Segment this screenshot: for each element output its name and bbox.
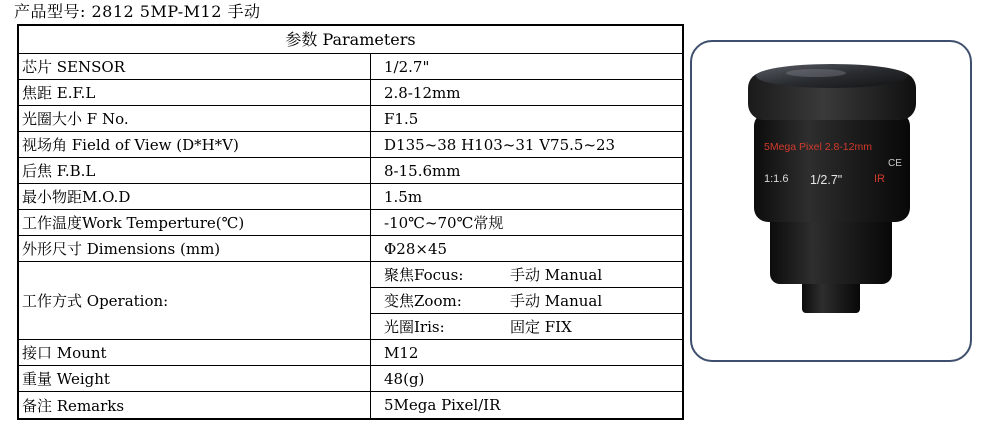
lens-print-format: 1/2.7" xyxy=(810,173,843,187)
table-row xyxy=(19,392,682,418)
spec-label: 工作温度Work Temperture(℃) xyxy=(19,210,371,235)
ce-mark: CE xyxy=(888,158,902,169)
lens-lower-ring xyxy=(770,212,892,284)
table-row xyxy=(19,210,682,236)
operation-zoom xyxy=(371,288,682,314)
spec-value: D135~38 H103~31 V75.5~23 xyxy=(384,135,616,154)
spec-label: 视场角 Field of View (D*H*V) xyxy=(19,132,371,157)
spec-label: 光圈大小 F No. xyxy=(19,106,371,131)
spec-label: 芯片 SENSOR xyxy=(19,54,371,79)
lens-print-aperture: 1:1.6 xyxy=(764,173,789,185)
lens-print-ir: IR xyxy=(874,173,885,185)
spec-label: 备注 Remarks xyxy=(19,392,371,418)
spec-value: F1.5 xyxy=(384,109,419,128)
operation-row xyxy=(19,262,682,340)
spec-label: 接口 Mount xyxy=(19,340,371,365)
table-row xyxy=(19,106,682,132)
table-row xyxy=(19,80,682,106)
operation-item-name: 光圈Iris: xyxy=(384,318,445,336)
operation-item-value: 手动 Manual xyxy=(510,266,603,284)
operation-item-name: 变焦Zoom: xyxy=(384,292,462,310)
spec-label: 外形尺寸 Dimensions (mm) xyxy=(19,236,371,261)
operation-item-value: 固定 FIX xyxy=(510,318,572,336)
operation-iris xyxy=(371,314,682,339)
spec-label: 焦距 E.F.L xyxy=(19,80,371,105)
table-row xyxy=(19,340,682,366)
table-row xyxy=(19,132,682,158)
lens-image xyxy=(692,42,970,360)
specs-table xyxy=(17,24,684,420)
lens-photo-frame xyxy=(690,40,972,362)
lens-print-line1: 5Mega Pixel 2.8-12mm xyxy=(764,141,872,153)
spec-label: 后焦 F.B.L xyxy=(19,158,371,183)
spec-value: 2.8-12mm xyxy=(384,83,461,102)
operation-focus xyxy=(371,262,682,288)
spec-value: 5Mega Pixel/IR xyxy=(384,396,501,414)
spec-value: M12 xyxy=(384,343,419,362)
table-row xyxy=(19,184,682,210)
table-row xyxy=(19,158,682,184)
operation-item-value: 手动 Manual xyxy=(510,292,603,310)
table-row xyxy=(19,236,682,262)
operation-label: 工作方式 Operation: xyxy=(19,262,371,339)
spec-value: 1/2.7" xyxy=(384,57,430,76)
spec-value: 1.5m xyxy=(384,187,423,206)
operation-values xyxy=(371,262,682,339)
spec-value: Φ28×45 xyxy=(384,239,448,258)
spec-label: 最小物距M.O.D xyxy=(19,184,371,209)
table-row xyxy=(19,54,682,80)
params-header: 参数 Parameters xyxy=(19,26,682,54)
spec-value: -10℃~70℃常规 xyxy=(384,214,504,232)
spec-value: 8-15.6mm xyxy=(384,161,461,180)
operation-item-name: 聚焦Focus: xyxy=(384,266,464,284)
table-row xyxy=(19,366,682,392)
lens-barrel xyxy=(754,112,910,222)
product-model-title: 产品型号: 2812 5MP-M12 手动 xyxy=(14,2,261,21)
spec-label: 重量 Weight xyxy=(19,366,371,391)
spec-value: 48(g) xyxy=(384,369,425,388)
